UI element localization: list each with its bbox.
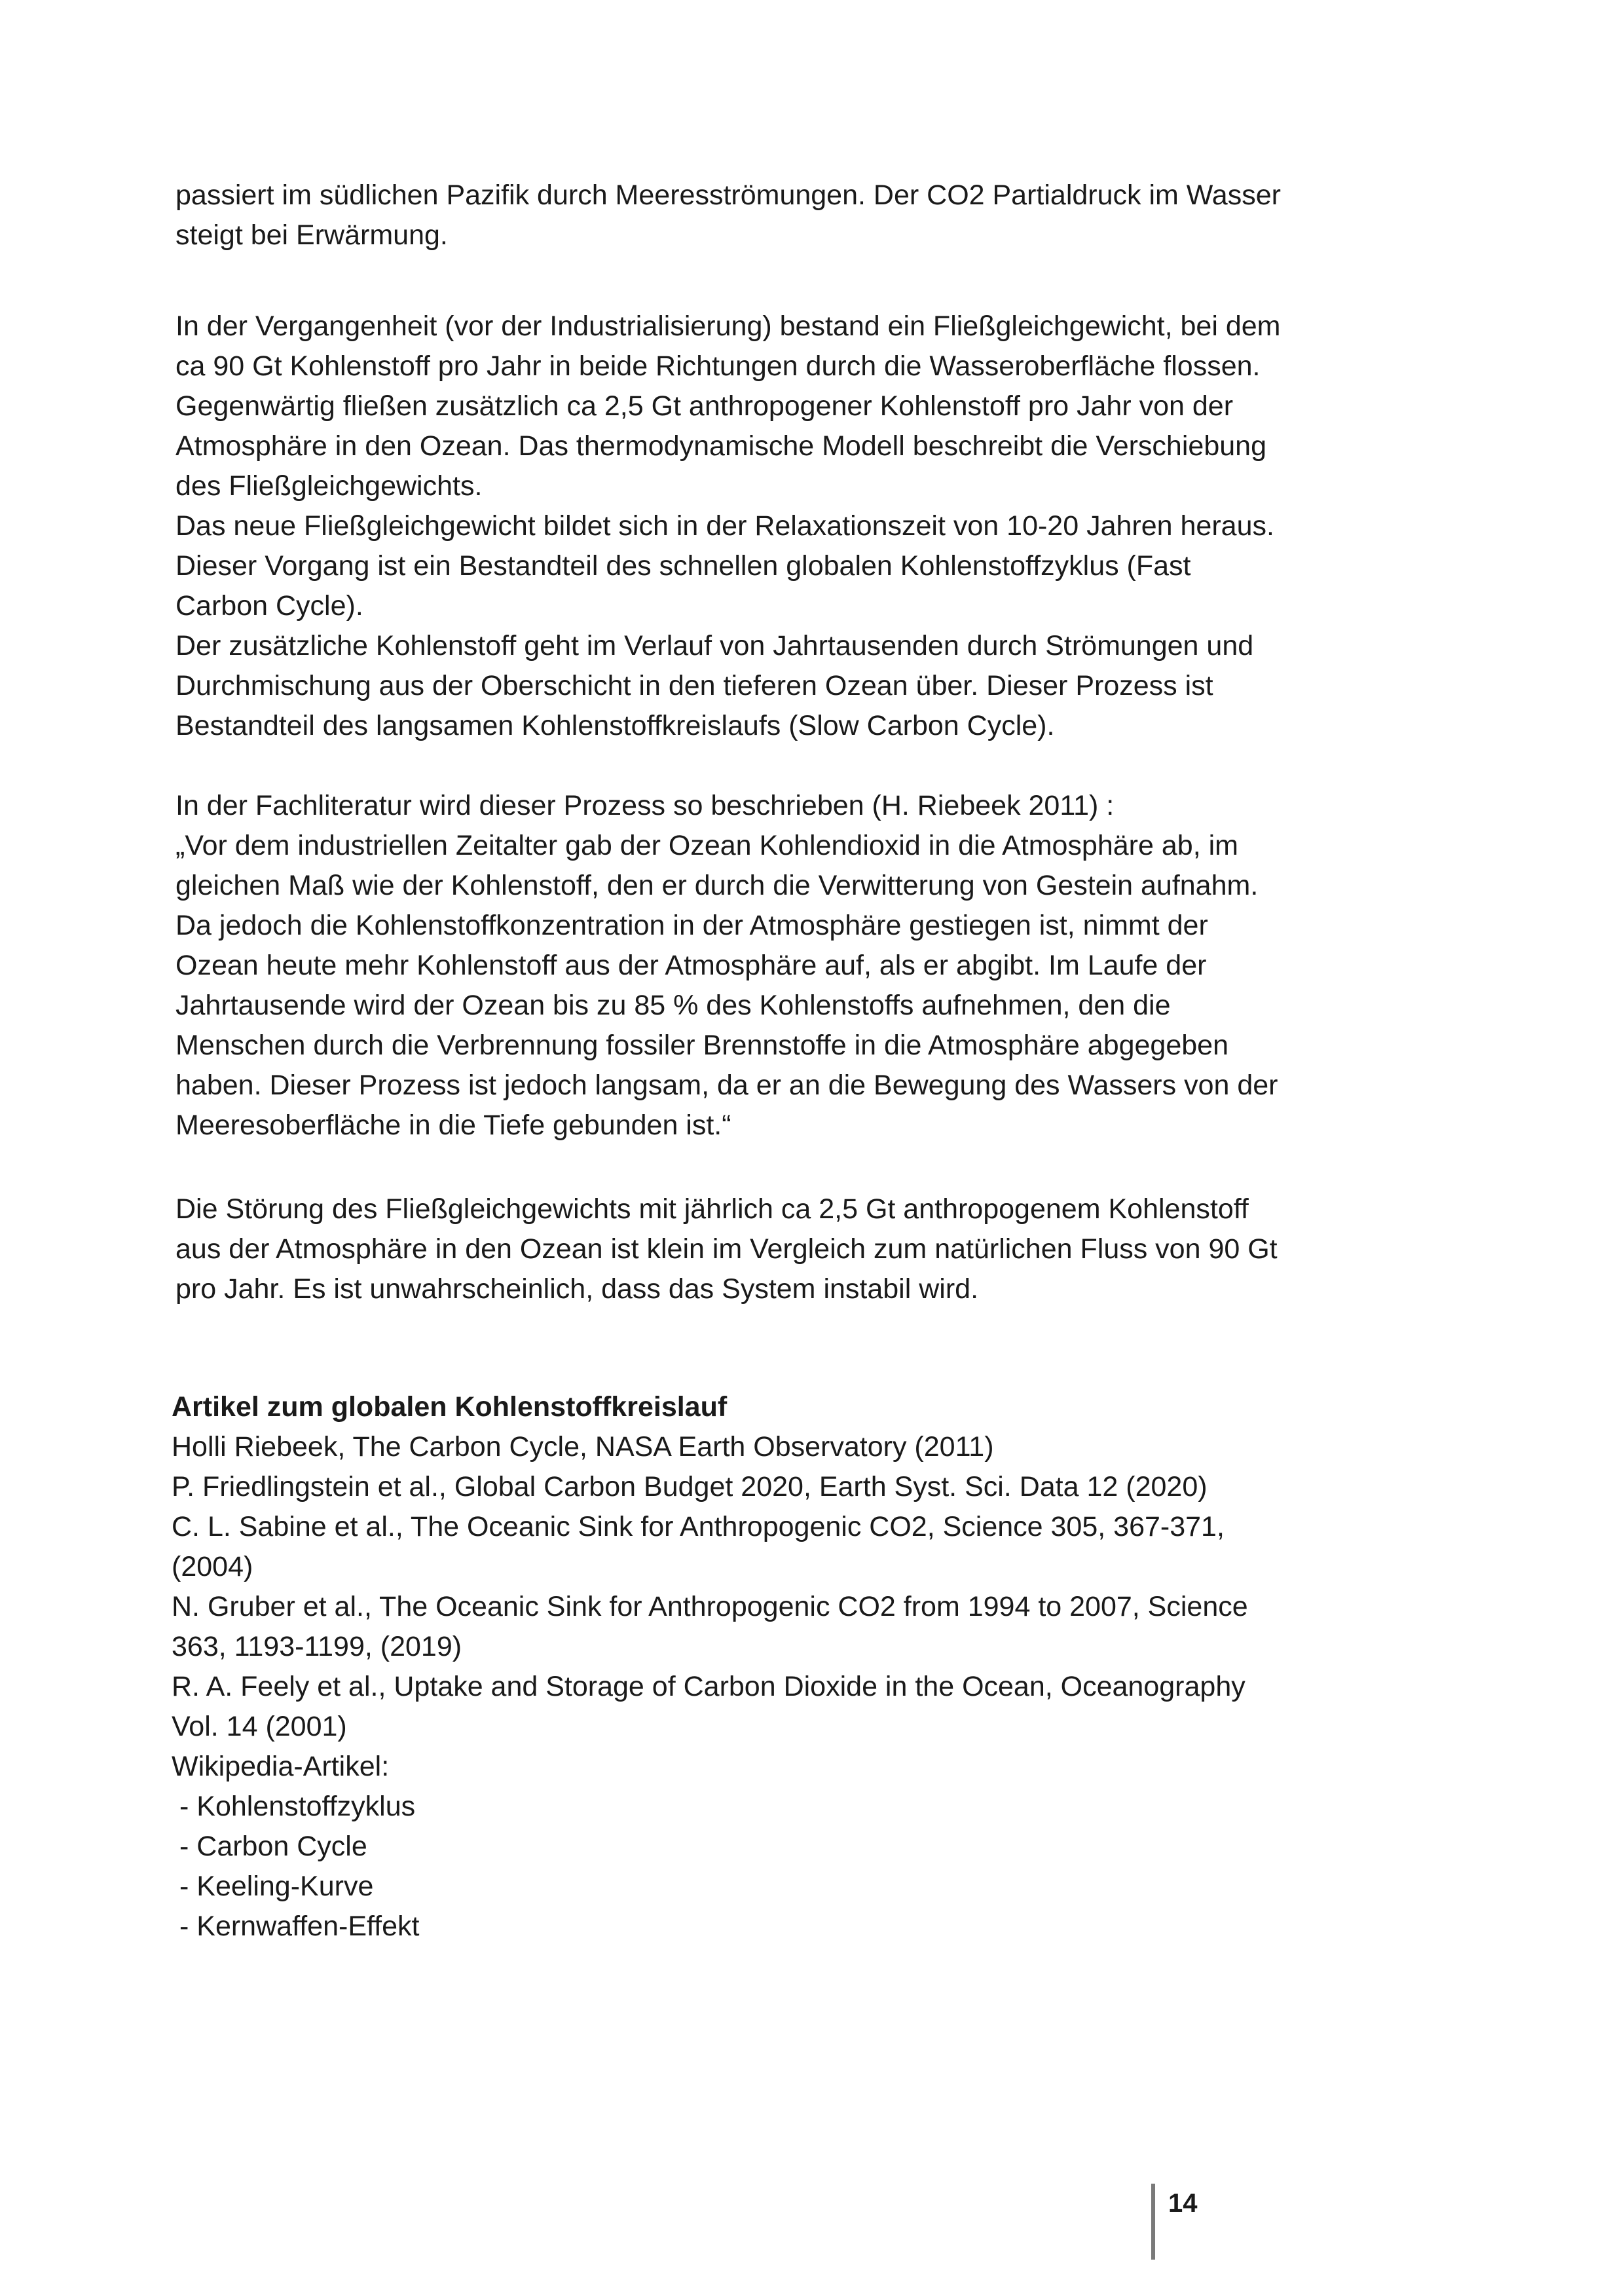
text-line: aus der Atmosphäre in den Ozean ist klein im Vergleich zum natürlichen Fluss von 90 Gt [175,1233,1278,1265]
text-line: des Fließgleichgewichts. [175,470,483,502]
text-line: pro Jahr. Es ist unwahrscheinlich, dass das System instabil wird. [175,1273,979,1305]
wikipedia-item: - Carbon Cycle [179,1831,367,1862]
paragraph-flow-equilibrium [175,307,1433,746]
text-line: Das neue Fließgleichgewicht bildet sich in der Relaxationszeit von 10-20 Jahren heraus. [175,510,1274,542]
text-line: Ozean heute mehr Kohlenstoff aus der Atmosphäre auf, als er abgibt. Im Laufe der [175,950,1207,981]
text-line: Meeresoberfläche in die Tiefe gebunden ist.“ [175,1110,731,1141]
reference-line: N. Gruber et al., The Oceanic Sink for Anthropogenic CO2 from 1994 to 2007, Science [172,1591,1248,1622]
wikipedia-item: - Kohlenstoffzyklus [179,1791,416,1822]
text-line: gleichen Maß wie der Kohlenstoff, den er durch die Verwitterung von Gestein aufnahm. [175,870,1259,901]
wikipedia-item: - Kernwaffen-Effekt [179,1911,420,1942]
reference-line: (2004) [172,1551,253,1582]
reference-line: Holli Riebeek, The Carbon Cycle, NASA Earth Observatory (2011) [172,1431,994,1463]
page-number-text: 14 [1168,2189,1198,2218]
reference-line: 363, 1193-1199, (2019) [172,1631,462,1662]
text-line: Atmosphäre in den Ozean. Das thermodynamische Modell beschreibt die Verschiebung [175,430,1266,462]
text-line: Jahrtausende wird der Ozean bis zu 85 % des Kohlenstoffs aufnehmen, den die [175,990,1171,1021]
wikipedia-item: - Keeling-Kurve [179,1871,374,1902]
text-line: Gegenwärtig fließen zusätzlich ca 2,5 Gt anthropogener Kohlenstoff pro Jahr von der [175,390,1234,422]
text-line: Bestandteil des langsamen Kohlenstoffkreislaufs (Slow Carbon Cycle). [175,710,1055,741]
paragraph-conclusion [175,1189,1433,1309]
text-line: „Vor dem industriellen Zeitalter gab der Ozean Kohlendioxid in die Atmosphäre ab, im [175,830,1238,861]
text-line: Der zusätzliche Kohlenstoff geht im Verlauf von Jahrtausenden durch Strömungen und [175,630,1254,662]
text-line: passiert im südlichen Pazifik durch Meeresströmungen. Der CO2 Partialdruck im Wasser [175,179,1281,211]
text-line: Carbon Cycle). [175,590,363,622]
reference-line: R. A. Feely et al., Uptake and Storage of Carbon Dioxide in the Ocean, Oceanography [172,1671,1246,1702]
paragraph-literature-quote [175,786,1433,1146]
reference-line: Vol. 14 (2001) [172,1711,347,1742]
text-line: haben. Dieser Prozess ist jedoch langsam, da er an die Bewegung des Wassers von der [175,1070,1278,1101]
text-line: In der Fachliteratur wird dieser Prozess so beschrieben (H. Riebeek 2011) : [175,790,1115,821]
page-number [1151,2184,1198,2260]
references-heading: Artikel zum globalen Kohlenstoffkreislauf [172,1391,728,1423]
wikipedia-heading: Wikipedia-Artikel: [172,1751,390,1782]
text-line: Menschen durch die Verbrennung fossiler Brennstoffe in die Atmosphäre abgegeben [175,1030,1229,1061]
text-line: ca 90 Gt Kohlenstoff pro Jahr in beide Richtungen durch die Wasseroberfläche flossen. [175,350,1261,382]
reference-line: C. L. Sabine et al., The Oceanic Sink for Anthropogenic CO2, Science 305, 367-371, [172,1511,1225,1542]
text-line: In der Vergangenheit (vor der Industrialisierung) bestand ein Fließgleichgewicht, bei dem [175,310,1281,342]
references-section [172,1387,1442,1947]
reference-line: P. Friedlingstein et al., Global Carbon Budget 2020, Earth Syst. Sci. Data 12 (2020) [172,1471,1208,1502]
text-line: Die Störung des Fließgleichgewichts mit jährlich ca 2,5 Gt anthropogenem Kohlenstoff [175,1193,1249,1225]
paragraph-continuation [175,176,1433,255]
text-line: Da jedoch die Kohlenstoffkonzentration in der Atmosphäre gestiegen ist, nimmt der [175,910,1208,941]
text-line: Dieser Vorgang ist ein Bestandteil des schnellen globalen Kohlenstoffzyklus (Fast [175,550,1191,582]
text-line: steigt bei Erwärmung. [175,219,448,251]
text-line: Durchmischung aus der Oberschicht in den tieferen Ozean über. Dieser Prozess ist [175,670,1213,701]
